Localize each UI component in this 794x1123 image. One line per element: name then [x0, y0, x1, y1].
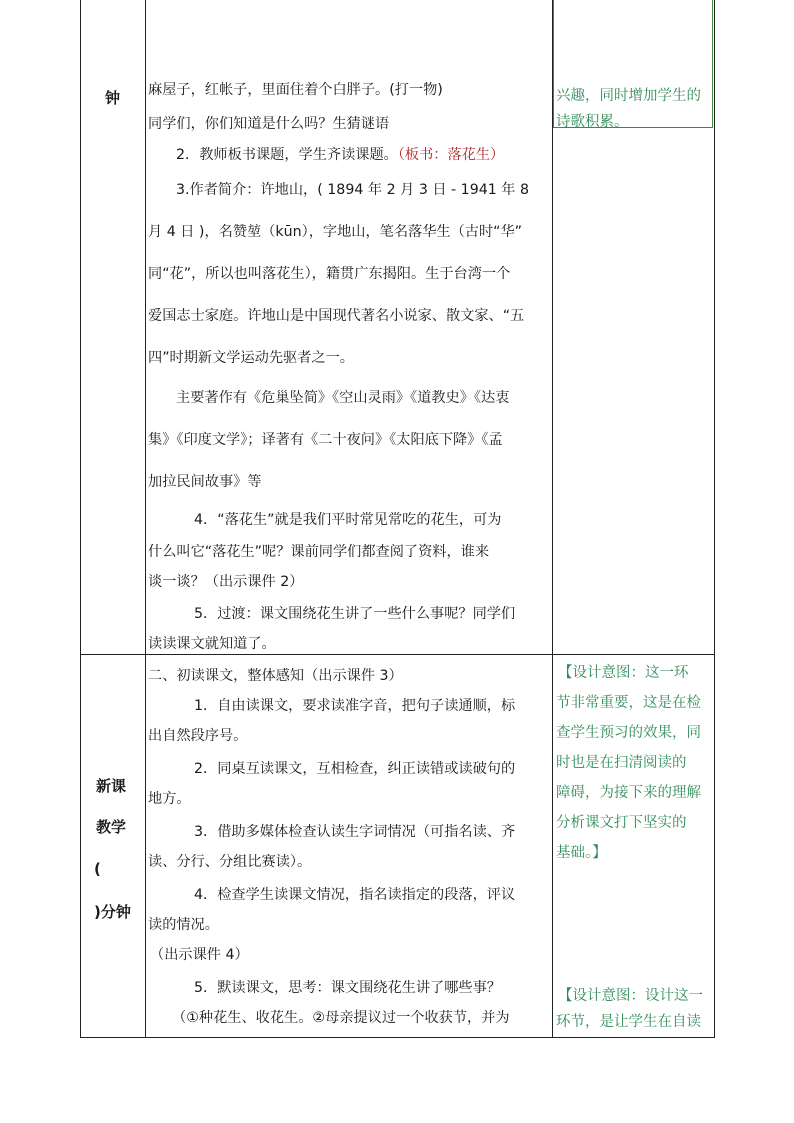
design-note-1-line-1: 【设计意图：这一环 [558, 665, 689, 681]
design-note-2-line-2: 环节，是让学生在自读 [556, 1014, 701, 1030]
works-2: 集》《印度文学》；译著有《二十夜问》《太阳底下降》《孟 [148, 432, 503, 448]
s2-step-1-1: 1．自由读课文，要求读准字音，把句子读通顺，标 [194, 698, 516, 714]
s2-step-4-1: 4．检查学生读课文情况，指名读指定的段落，评议 [194, 887, 516, 903]
design-note-1-line-3: 查学生预习的效果，同 [556, 725, 701, 741]
s2-step-3-2: 读、分行、分组比赛读）。 [148, 854, 312, 870]
s2-step-2-1: 2．同桌互读课文，互相检查，纠正读错或读破句的 [194, 761, 516, 777]
note-line-2: 诗歌积累。 [556, 114, 629, 130]
works-1: 主要著作有《危巢坠简》《空山灵雨》《道教史》《达衷 [176, 390, 510, 406]
table-border-bottom [80, 1037, 715, 1038]
design-note-1-line-2: 节非常重要，这是在检 [556, 695, 701, 711]
step-4-1: 4．“落花生”就是我们平时常见常吃的花生，可为 [194, 512, 502, 528]
s2-courseware-4: （出示课件 4） [150, 947, 249, 963]
table-divider-col2 [552, 0, 553, 1038]
step-2 [176, 145, 504, 165]
s2-step-2-2: 地方。 [148, 791, 191, 807]
table-border-right [714, 0, 715, 1038]
table-divider-col1 [145, 0, 146, 1038]
author-intro-1: 3.作者简介：许地山，( 1894 年 2 月 3 日 - 1941 年 8 [176, 182, 530, 198]
riddle-prompt: 同学们，你们知道是什么吗？生猜谜语 [148, 116, 390, 132]
design-note-2-line-1: 【设计意图：设计这一 [558, 988, 703, 1004]
works-3: 加拉民间故事》等 [148, 474, 262, 490]
author-intro-5: 四”时期新文学运动先驱者之一。 [148, 350, 354, 366]
section-label-line-1: 新课 [96, 777, 127, 795]
design-note-1-line-5: 障碍，为接下来的理解 [556, 785, 701, 801]
table-row-divider [80, 654, 715, 655]
time-label: 钟 [105, 89, 121, 107]
step-5-1: 5．过渡：课文围绕花生讲了一些什么事呢？同学们 [194, 606, 516, 622]
s2-step-3-1: 3．借助多媒体检查认读生字词情况（可指名读、齐 [194, 824, 516, 840]
section-label-line-4: )分钟 [94, 903, 131, 921]
s2-step-4-2: 读的情况。 [148, 917, 219, 933]
board-note: （板书：落花生） [397, 147, 505, 163]
s2-step-5-2: （①种花生、收花生。②母亲提议过一个收获节，并为 [172, 1010, 510, 1026]
design-note-1-line-7: 基础。】 [556, 845, 607, 861]
section-label-line-2: 教学 [96, 818, 127, 836]
s2-step-5-1: 5．默读课文，思考：课文围绕花生讲了哪些事？ [194, 980, 501, 996]
s2-step-1-2: 出自然段序号。 [148, 728, 248, 744]
author-intro-2: 月 4 日 )，名赞堃（kūn），字地山，笔名落华生（古时“华” [148, 224, 523, 240]
section-label-line-3: ( [94, 860, 101, 878]
note-cell-left-border [553, 0, 554, 128]
step-5-2: 读读课文就知道了。 [148, 636, 276, 652]
author-intro-3: 同“花”，所以也叫落花生），籍贯广东揭阳。生于台湾一个 [148, 266, 511, 282]
riddle-line: 麻屋子，红帐子，里面住着个白胖子。(打一物) [148, 82, 443, 98]
author-intro-4: 爱国志士家庭。许地山是中国现代著名小说家、散文家、“五 [148, 308, 525, 324]
table-border-left [80, 0, 81, 1038]
step-4-3: 谈一谈？（出示课件 2） [148, 574, 304, 590]
step-2-text: 2．教师板书课题，学生齐读课题。 [176, 147, 398, 163]
note-line-1: 兴趣，同时增加学生的 [556, 88, 701, 104]
design-note-1-line-6: 分析课文打下坚实的 [556, 815, 687, 831]
design-note-1-line-4: 时也是在扫清阅读的 [556, 755, 687, 771]
step-4-2: 什么叫它“落花生”呢？课前同学们都查阅了资料，谁来 [148, 544, 490, 560]
note-cell-right-border [712, 0, 713, 128]
section2-heading: 二、初读课文，整体感知（出示课件 3） [148, 668, 403, 684]
